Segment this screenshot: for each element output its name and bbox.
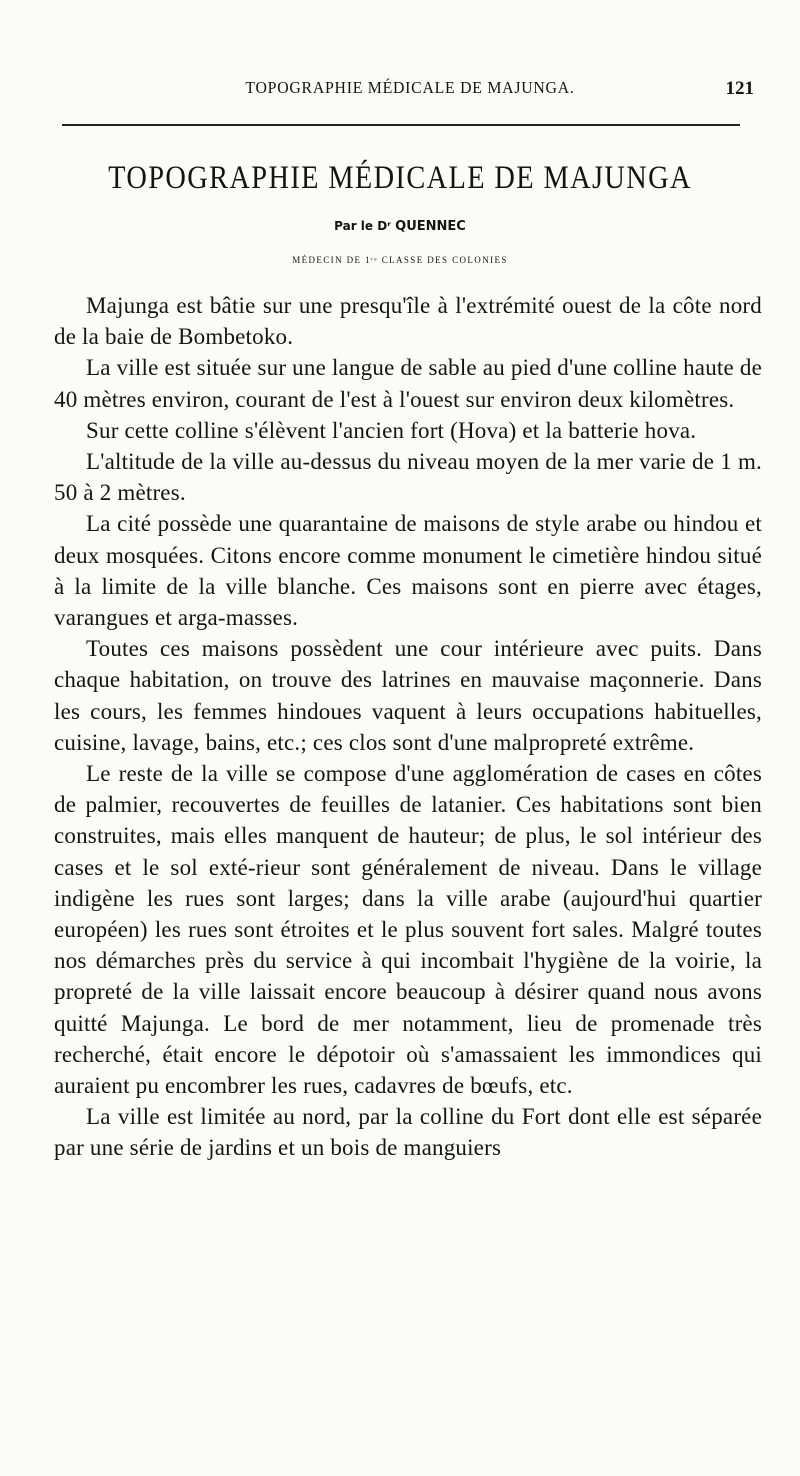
body-text bbox=[54, 290, 762, 1164]
running-head-title: TOPOGRAPHIE MÉDICALE DE MAJUNGA. bbox=[245, 78, 575, 97]
byline-prefix: Par le Dʳ bbox=[334, 219, 396, 233]
page-number: 121 bbox=[725, 78, 754, 99]
paragraph-8: La ville est limitée au nord, par la colline du Fort dont elle est séparée par une série de jardins et un bois de manguiers bbox=[54, 1104, 762, 1161]
paragraph-2: La ville est située sur une langue de sable au pied d'une colline haute de 40 mètres environ, courant de l'est à l'ouest sur environ deux kilomètres. bbox=[54, 355, 762, 412]
paragraph-3: Sur cette colline s'élèvent l'ancien fort (Hova) et la batterie hova. bbox=[86, 417, 697, 443]
paragraph-5: La cité possède une quarantaine de maisons de style arabe ou hindou et deux mosquées. Citons encore comme monument le cimetière hindou situé à la limite de la ville blanche. Ces maisons sont en pierre avec étages, varangues et arga-masses. bbox=[54, 511, 762, 631]
article-title: TOPOGRAPHIE MÉDICALE DE MAJUNGA bbox=[108, 160, 692, 196]
byline bbox=[40, 219, 760, 234]
author-name: QUENNEC bbox=[395, 219, 466, 234]
paragraph-1: Majunga est bâtie sur une presqu'île à l'extrémité ouest de la côte nord de la baie de Bombetoko. bbox=[54, 293, 762, 350]
author-rank: MÉDECIN DE 1ʳᵉ CLASSE DES COLONIES bbox=[292, 255, 508, 265]
paragraph-4: L'altitude de la ville au-dessus du niveau moyen de la mer varie de 1 m. 50 à 2 mètres. bbox=[54, 449, 762, 506]
header-rule bbox=[62, 124, 740, 126]
running-head bbox=[56, 72, 764, 106]
paragraph-7: Le reste de la ville se compose d'une agglomération de cases en côtes de palmier, recouvertes de feuilles de latanier. Ces habitations sont bien construites, mais elles manquent de hauteur; de plus, le sol intérieur des cases et le sol exté-rieur sont généralement de niveau. Dans le village indigène les rues sont larges; dans la ville arabe (aujourd'hui quartier européen) les rues sont étroites et le plus souvent fort sales. Malgré toutes nos démarches près du service à qui incombait l'hygiène de la voirie, la propreté de la ville laissait encore beaucoup à désirer quand nous avons quitté Majunga. Le bord de mer notamment, lieu de promenade très recherché, était encore le dépotoir où s'amassaient les immondices qui auraient pu encombrer les rues, cadavres de bœufs, etc. bbox=[54, 761, 762, 1099]
paragraph-6: Toutes ces maisons possèdent une cour intérieure avec puits. Dans chaque habitation, on trouve des latrines en mauvaise maçonnerie. Dans les cours, les femmes hindoues vaquent à leurs occupations habituelles, cuisine, lavage, bains, etc.; ces clos sont d'une malpropreté extrême. bbox=[54, 636, 762, 755]
